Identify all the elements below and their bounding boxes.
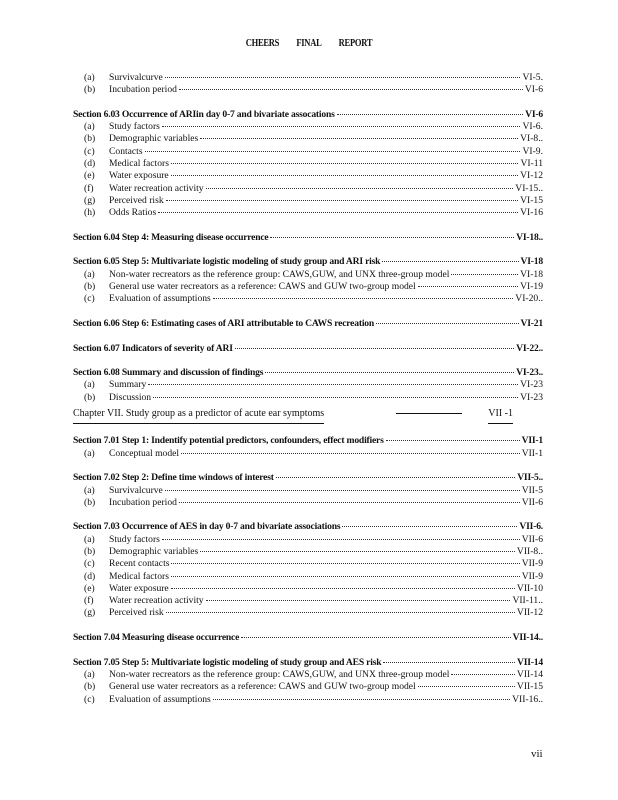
entry-title: Section 7.05 Step 5: Multivariate logistic modeling of study group and AES risk xyxy=(73,656,382,668)
entry-label: (e) xyxy=(84,170,95,182)
entry-page: VI-23.. xyxy=(516,367,543,379)
entry-label: (c) xyxy=(84,558,95,570)
dot-leader xyxy=(162,126,521,127)
entry-title: Water recreation activity xyxy=(109,182,204,194)
entry-page: VI-16 xyxy=(520,207,543,219)
toc-subentry xyxy=(73,84,543,96)
toc-subentry xyxy=(73,448,543,460)
dot-leader xyxy=(241,637,510,638)
blank-line xyxy=(73,220,543,232)
dot-leader xyxy=(270,237,514,238)
entry-page: VII-15 xyxy=(516,681,543,693)
toc-section xyxy=(73,256,543,268)
dot-leader xyxy=(171,163,519,164)
dot-leader xyxy=(165,77,521,78)
dot-leader xyxy=(158,212,518,213)
dot-leader xyxy=(383,662,515,663)
entry-page: VI-18 xyxy=(520,268,543,280)
entry-label: (a) xyxy=(84,379,95,391)
entry-page: VI-21 xyxy=(520,317,543,329)
dot-leader xyxy=(265,372,514,373)
toc-subentry xyxy=(73,146,543,158)
entry-page: VI-5. xyxy=(522,72,543,83)
dot-leader xyxy=(382,261,518,262)
entry-title: Section 7.03 Occurrence of AES in day 0-7 and bivariate associations xyxy=(73,521,341,533)
dot-leader xyxy=(418,686,515,687)
toc-subentry xyxy=(73,681,543,693)
dot-leader xyxy=(145,151,521,152)
toc-subentry xyxy=(73,571,543,583)
entry-page: VII-11.. xyxy=(512,595,543,607)
dot-leader xyxy=(213,298,513,299)
entry-page: VI-22.. xyxy=(516,342,543,354)
entry-page: VI-9. xyxy=(522,145,543,157)
toc-subentry xyxy=(73,207,543,219)
entry-page: VII-6. xyxy=(519,521,543,533)
entry-title: Water recreation activity xyxy=(109,595,204,607)
entry-label: (c) xyxy=(84,293,95,305)
dot-leader xyxy=(179,89,523,90)
entry-title: Incubation period xyxy=(109,496,177,508)
entry-title: Section 7.02 Step 2: Define time windows of interest xyxy=(73,472,274,484)
dot-leader xyxy=(276,477,515,478)
entry-title: Medical factors xyxy=(109,570,169,582)
entry-title: Discussion xyxy=(109,391,152,403)
entry-page: VI-6 xyxy=(525,108,543,120)
toc-subentry xyxy=(73,534,543,546)
toc-subentry xyxy=(73,607,543,619)
toc-subentry xyxy=(73,72,543,84)
dot-leader xyxy=(235,348,514,349)
dot-leader xyxy=(337,114,524,115)
entry-title: General use water recreators as a reference: CAWS and GUW two-group model xyxy=(109,681,416,693)
dot-leader xyxy=(376,323,519,324)
dot-leader xyxy=(171,588,515,589)
toc-subentry xyxy=(73,269,543,281)
dot-leader xyxy=(166,200,518,201)
entry-title: Medical factors xyxy=(109,158,169,170)
header-word: REPORT xyxy=(338,38,373,49)
dot-leader xyxy=(206,600,511,601)
toc-chapter xyxy=(73,404,543,423)
entry-label: (b) xyxy=(84,545,96,557)
entry-title: Water exposure xyxy=(109,582,169,594)
entry-label: (b) xyxy=(84,391,96,403)
entry-title: General use water recreators as a reference: CAWS and GUW two-group model xyxy=(109,281,416,293)
entry-title: Recent contacts xyxy=(109,558,170,570)
entry-label: (g) xyxy=(84,194,96,206)
entry-title: Survivalcurve xyxy=(109,72,163,83)
entry-title: Study factors xyxy=(109,533,160,545)
entry-page: VII-5 xyxy=(521,484,543,496)
entry-label: (a) xyxy=(84,668,95,680)
entry-title: Water exposure xyxy=(109,170,169,182)
blank-line xyxy=(73,644,543,656)
entry-label: (g) xyxy=(84,607,96,619)
toc-section xyxy=(73,657,543,669)
toc-subentry xyxy=(73,497,543,509)
entry-title: Non-water recreators as the reference group: CAWS,GUW, and UNX three-group model xyxy=(109,668,450,680)
entry-page: VII-14 xyxy=(517,656,543,668)
toc-subentry xyxy=(73,195,543,207)
dot-leader xyxy=(153,397,518,398)
page-number: vii xyxy=(531,748,543,760)
entry-label: (c) xyxy=(84,145,95,157)
toc-subentry xyxy=(73,121,543,133)
blank-line xyxy=(73,306,543,318)
entry-title: Incubation period xyxy=(109,84,177,96)
entry-label: (b) xyxy=(84,496,96,508)
entry-page: VII -1 xyxy=(488,404,513,424)
toc-section xyxy=(73,343,543,355)
dot-leader xyxy=(200,551,515,552)
entry-page: VI-12 xyxy=(520,170,543,182)
entry-page: VII-6 xyxy=(521,533,543,545)
dot-leader xyxy=(386,440,520,441)
entry-page: VII-14 xyxy=(516,668,543,680)
entry-label: (h) xyxy=(84,207,96,219)
entry-page: VII-14.. xyxy=(512,632,543,644)
dot-leader xyxy=(166,612,515,613)
entry-page: VII-10 xyxy=(516,582,543,594)
toc-section xyxy=(73,109,543,121)
toc-subentry xyxy=(73,583,543,595)
toc-subentry xyxy=(73,293,543,305)
blank-line xyxy=(73,509,543,521)
entry-label: (c) xyxy=(84,693,95,705)
entry-label: (a) xyxy=(84,121,95,133)
dot-leader xyxy=(181,453,520,454)
toc-section xyxy=(73,435,543,447)
blank-line xyxy=(73,330,543,342)
entry-page: VI-11 xyxy=(520,158,543,170)
entry-title: Odds Ratios xyxy=(109,207,157,219)
toc-section xyxy=(73,632,543,644)
entry-page: VI-6. xyxy=(522,121,543,133)
dot-leader xyxy=(171,563,519,564)
entry-page: VI-19 xyxy=(520,281,543,293)
leader-line xyxy=(396,413,462,414)
entry-title: Survivalcurve xyxy=(109,484,163,496)
entry-label: (f) xyxy=(84,595,94,607)
toc-section xyxy=(73,472,543,484)
entry-title: Evaluation of assumptions xyxy=(109,693,211,705)
entry-title: Chapter VII. Study group as a predictor of acute ear symptoms xyxy=(73,404,324,424)
entry-label: (b) xyxy=(84,133,96,145)
toc-subentry xyxy=(73,170,543,182)
dot-leader xyxy=(418,286,518,287)
blank-line xyxy=(73,244,543,256)
entry-page: VI-15.. xyxy=(515,182,543,194)
toc-subentry xyxy=(73,133,543,145)
header-word: CHEERS xyxy=(245,38,280,49)
entry-title: Contacts xyxy=(109,145,143,157)
toc-section xyxy=(73,521,543,533)
entry-label: (a) xyxy=(84,268,95,280)
entry-page: VI-6 xyxy=(524,84,543,96)
entry-page: VII-16.. xyxy=(512,693,543,705)
entry-label: (f) xyxy=(84,182,94,194)
entry-page: VII-6 xyxy=(521,496,543,508)
entry-page: VII-12 xyxy=(516,607,543,619)
dot-leader xyxy=(451,674,514,675)
entry-page: VII-1 xyxy=(521,435,543,447)
header-word: FINAL xyxy=(296,38,322,49)
entry-page: VI-23 xyxy=(520,379,543,391)
entry-title: Conceptual model xyxy=(109,447,180,459)
entry-label: (a) xyxy=(84,72,95,83)
entry-label: (a) xyxy=(84,447,95,459)
entry-page: VI-23 xyxy=(520,391,543,403)
blank-line xyxy=(73,620,543,632)
entry-page: VI-18.. xyxy=(516,231,543,243)
toc-subentry xyxy=(73,546,543,558)
entry-label: (a) xyxy=(84,533,95,545)
entry-page: VII-5.. xyxy=(517,472,543,484)
dot-leader xyxy=(451,274,518,275)
entry-label: (d) xyxy=(84,158,96,170)
entry-title: Section 7.04 Measuring disease occurrence xyxy=(73,632,240,644)
entry-label: (b) xyxy=(84,681,96,693)
entry-title: Section 6.05 Step 5: Multivariate logistic modeling of study group and ARI risk xyxy=(73,256,381,268)
dot-leader xyxy=(200,138,518,139)
toc-subentry xyxy=(73,558,543,570)
blank-line xyxy=(73,460,543,472)
toc-section xyxy=(73,232,543,244)
toc-subentry xyxy=(73,183,543,195)
dot-leader xyxy=(171,175,518,176)
entry-page: VII-8.. xyxy=(516,545,543,557)
toc-subentry xyxy=(73,392,543,404)
blank-line xyxy=(73,355,543,367)
entry-page: VI-15 xyxy=(520,194,543,206)
dot-leader xyxy=(342,526,517,527)
entry-title: Summary xyxy=(109,379,147,391)
table-of-contents xyxy=(73,72,543,706)
entry-title: Study factors xyxy=(109,121,160,133)
entry-page: VII-1 xyxy=(521,447,543,459)
entry-title: Demographic variables xyxy=(109,133,199,145)
entry-label: (b) xyxy=(84,281,96,293)
blank-line xyxy=(73,423,543,435)
dot-leader xyxy=(162,539,520,540)
entry-title: Demographic variables xyxy=(109,545,199,557)
entry-label: (a) xyxy=(84,484,95,496)
toc-section xyxy=(73,318,543,330)
dot-leader xyxy=(171,576,520,577)
entry-title: Perceived risk xyxy=(109,607,164,619)
dot-leader xyxy=(148,384,518,385)
entry-title: Section 6.07 Indicators of severity of ARI xyxy=(73,342,233,354)
entry-title: Perceived risk xyxy=(109,194,164,206)
toc-subentry xyxy=(73,281,543,293)
entry-label: (d) xyxy=(84,570,96,582)
toc-subentry xyxy=(73,669,543,681)
entry-title: Section 6.06 Step 6: Estimating cases of ARI attributable to CAWS recreation xyxy=(73,317,375,329)
toc-subentry xyxy=(73,694,543,706)
toc-subentry xyxy=(73,158,543,170)
entry-page: VI-18 xyxy=(520,256,543,268)
entry-page: VII-9 xyxy=(521,570,543,582)
dot-leader xyxy=(165,490,520,491)
entry-title: Evaluation of assumptions xyxy=(109,293,211,305)
entry-page: VII-9 xyxy=(521,558,543,570)
toc-subentry xyxy=(73,595,543,607)
entry-title: Section 7.01 Step 1: Indentify potential predictors, confounders, effect modifiers xyxy=(73,435,384,447)
entry-label: (b) xyxy=(84,84,96,96)
dot-leader xyxy=(213,699,510,700)
entry-title: Section 6.08 Summary and discussion of findings xyxy=(73,367,264,379)
entry-page: VI-8.. xyxy=(520,133,543,145)
toc-section xyxy=(73,367,543,379)
entry-title: Non-water recreators as the reference group: CAWS,GUW, and UNX three-group model xyxy=(109,268,450,280)
running-header xyxy=(46,38,571,49)
dot-leader xyxy=(206,188,514,189)
toc-subentry xyxy=(73,485,543,497)
entry-title: Section 6.04 Step 4: Measuring disease occurrence xyxy=(73,231,269,243)
entry-title: Section 6.03 Occurrence of ARIin day 0-7 and bivariate assocations xyxy=(73,108,335,120)
blank-line xyxy=(73,97,543,109)
toc-subentry xyxy=(73,379,543,391)
dot-leader xyxy=(179,502,520,503)
entry-label: (e) xyxy=(84,582,95,594)
entry-page: VI-20.. xyxy=(515,293,543,305)
